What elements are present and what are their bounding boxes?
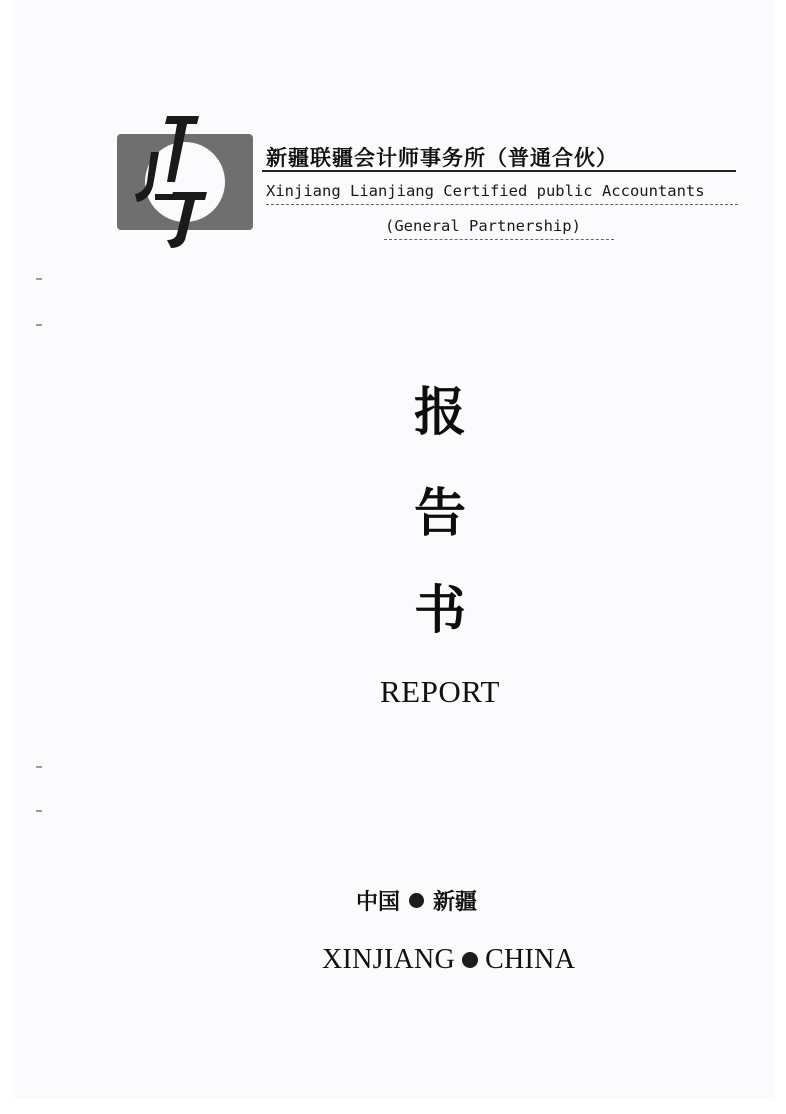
location-country-cn: 中国 [356,890,401,915]
firm-name-english: Xinjiang Lianjiang Certified public Accountants [266,182,705,200]
firm-name-underline [262,170,736,172]
report-title-english: REPORT [380,674,500,709]
location-region-en: XINJIANG [322,944,456,975]
scan-speck [36,766,42,768]
scan-speck [36,810,42,812]
firm-type-underline [384,239,614,241]
scan-speck [36,324,42,326]
report-title-char-2: 告 [413,484,466,544]
report-title-char-1: 报 [413,383,466,443]
scan-speck [36,278,42,280]
scan-margin-left [0,0,12,1114]
firm-name-english-underline [266,204,738,206]
report-title-char-3: 书 [413,581,466,641]
location-region-cn: 新疆 [433,890,478,915]
firm-logo [115,108,255,250]
scan-margin-bottom [0,1098,786,1114]
location-english [322,944,575,976]
location-chinese [356,885,477,916]
bullet-dot-icon [462,952,478,968]
location-country-en: CHINA [485,944,576,975]
firm-name-chinese: 新疆联疆会计师事务所（普通合伙） [266,146,618,170]
firm-type-english: (General Partnership) [385,217,581,235]
scan-margin-right [774,0,786,1114]
bullet-dot-icon [409,893,424,908]
